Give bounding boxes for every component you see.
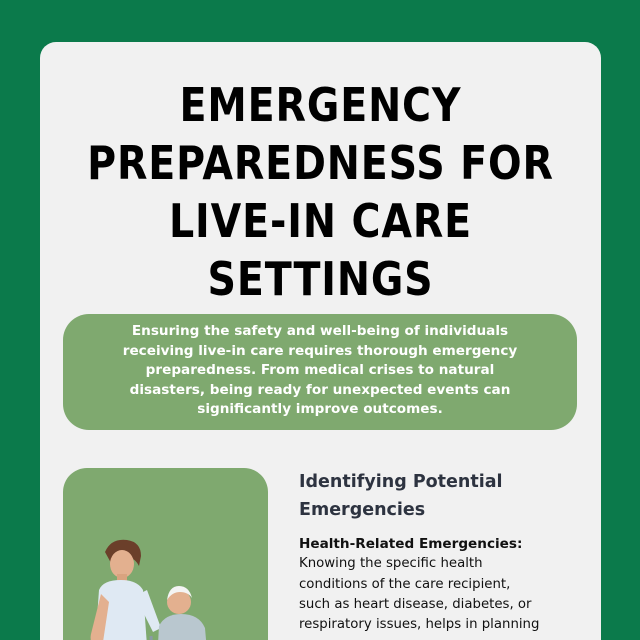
intro-line: disasters, being ready for unexpected events can	[129, 381, 511, 398]
body-line: conditions of the care recipient,	[299, 576, 511, 592]
intro-line: preparedness. From medical crises to natural	[145, 362, 495, 378]
caregiver-with-elderly-person-icon	[63, 468, 268, 640]
intro-line: receiving live-in care requires thorough emergency	[122, 342, 518, 359]
page-title	[79, 76, 561, 308]
body-line: such as heart disease, diabetes, or	[299, 596, 532, 612]
title-line: SETTINGS	[207, 252, 434, 306]
title-line: LIVE-IN CARE	[168, 194, 473, 248]
intro-banner	[63, 314, 577, 430]
title-line: PREPAREDNESS FOR	[87, 136, 554, 190]
heading-line: Emergencies	[299, 500, 426, 520]
section-heading	[299, 468, 589, 524]
subsection-lead: Health-Related Emergencies:	[299, 536, 523, 552]
intro-line: Ensuring the safety and well-being of individuals	[131, 323, 509, 339]
body-line: respiratory issues, helps in planning	[299, 617, 540, 633]
caregiver-illustration	[63, 468, 268, 640]
intro-line: significantly improve outcomes.	[197, 401, 443, 417]
body-line: Knowing the specific health	[299, 556, 483, 572]
title-line: EMERGENCY	[179, 78, 462, 132]
heading-line: Identifying Potential	[299, 472, 503, 492]
infographic-card	[40, 42, 601, 640]
section-body	[299, 534, 594, 635]
